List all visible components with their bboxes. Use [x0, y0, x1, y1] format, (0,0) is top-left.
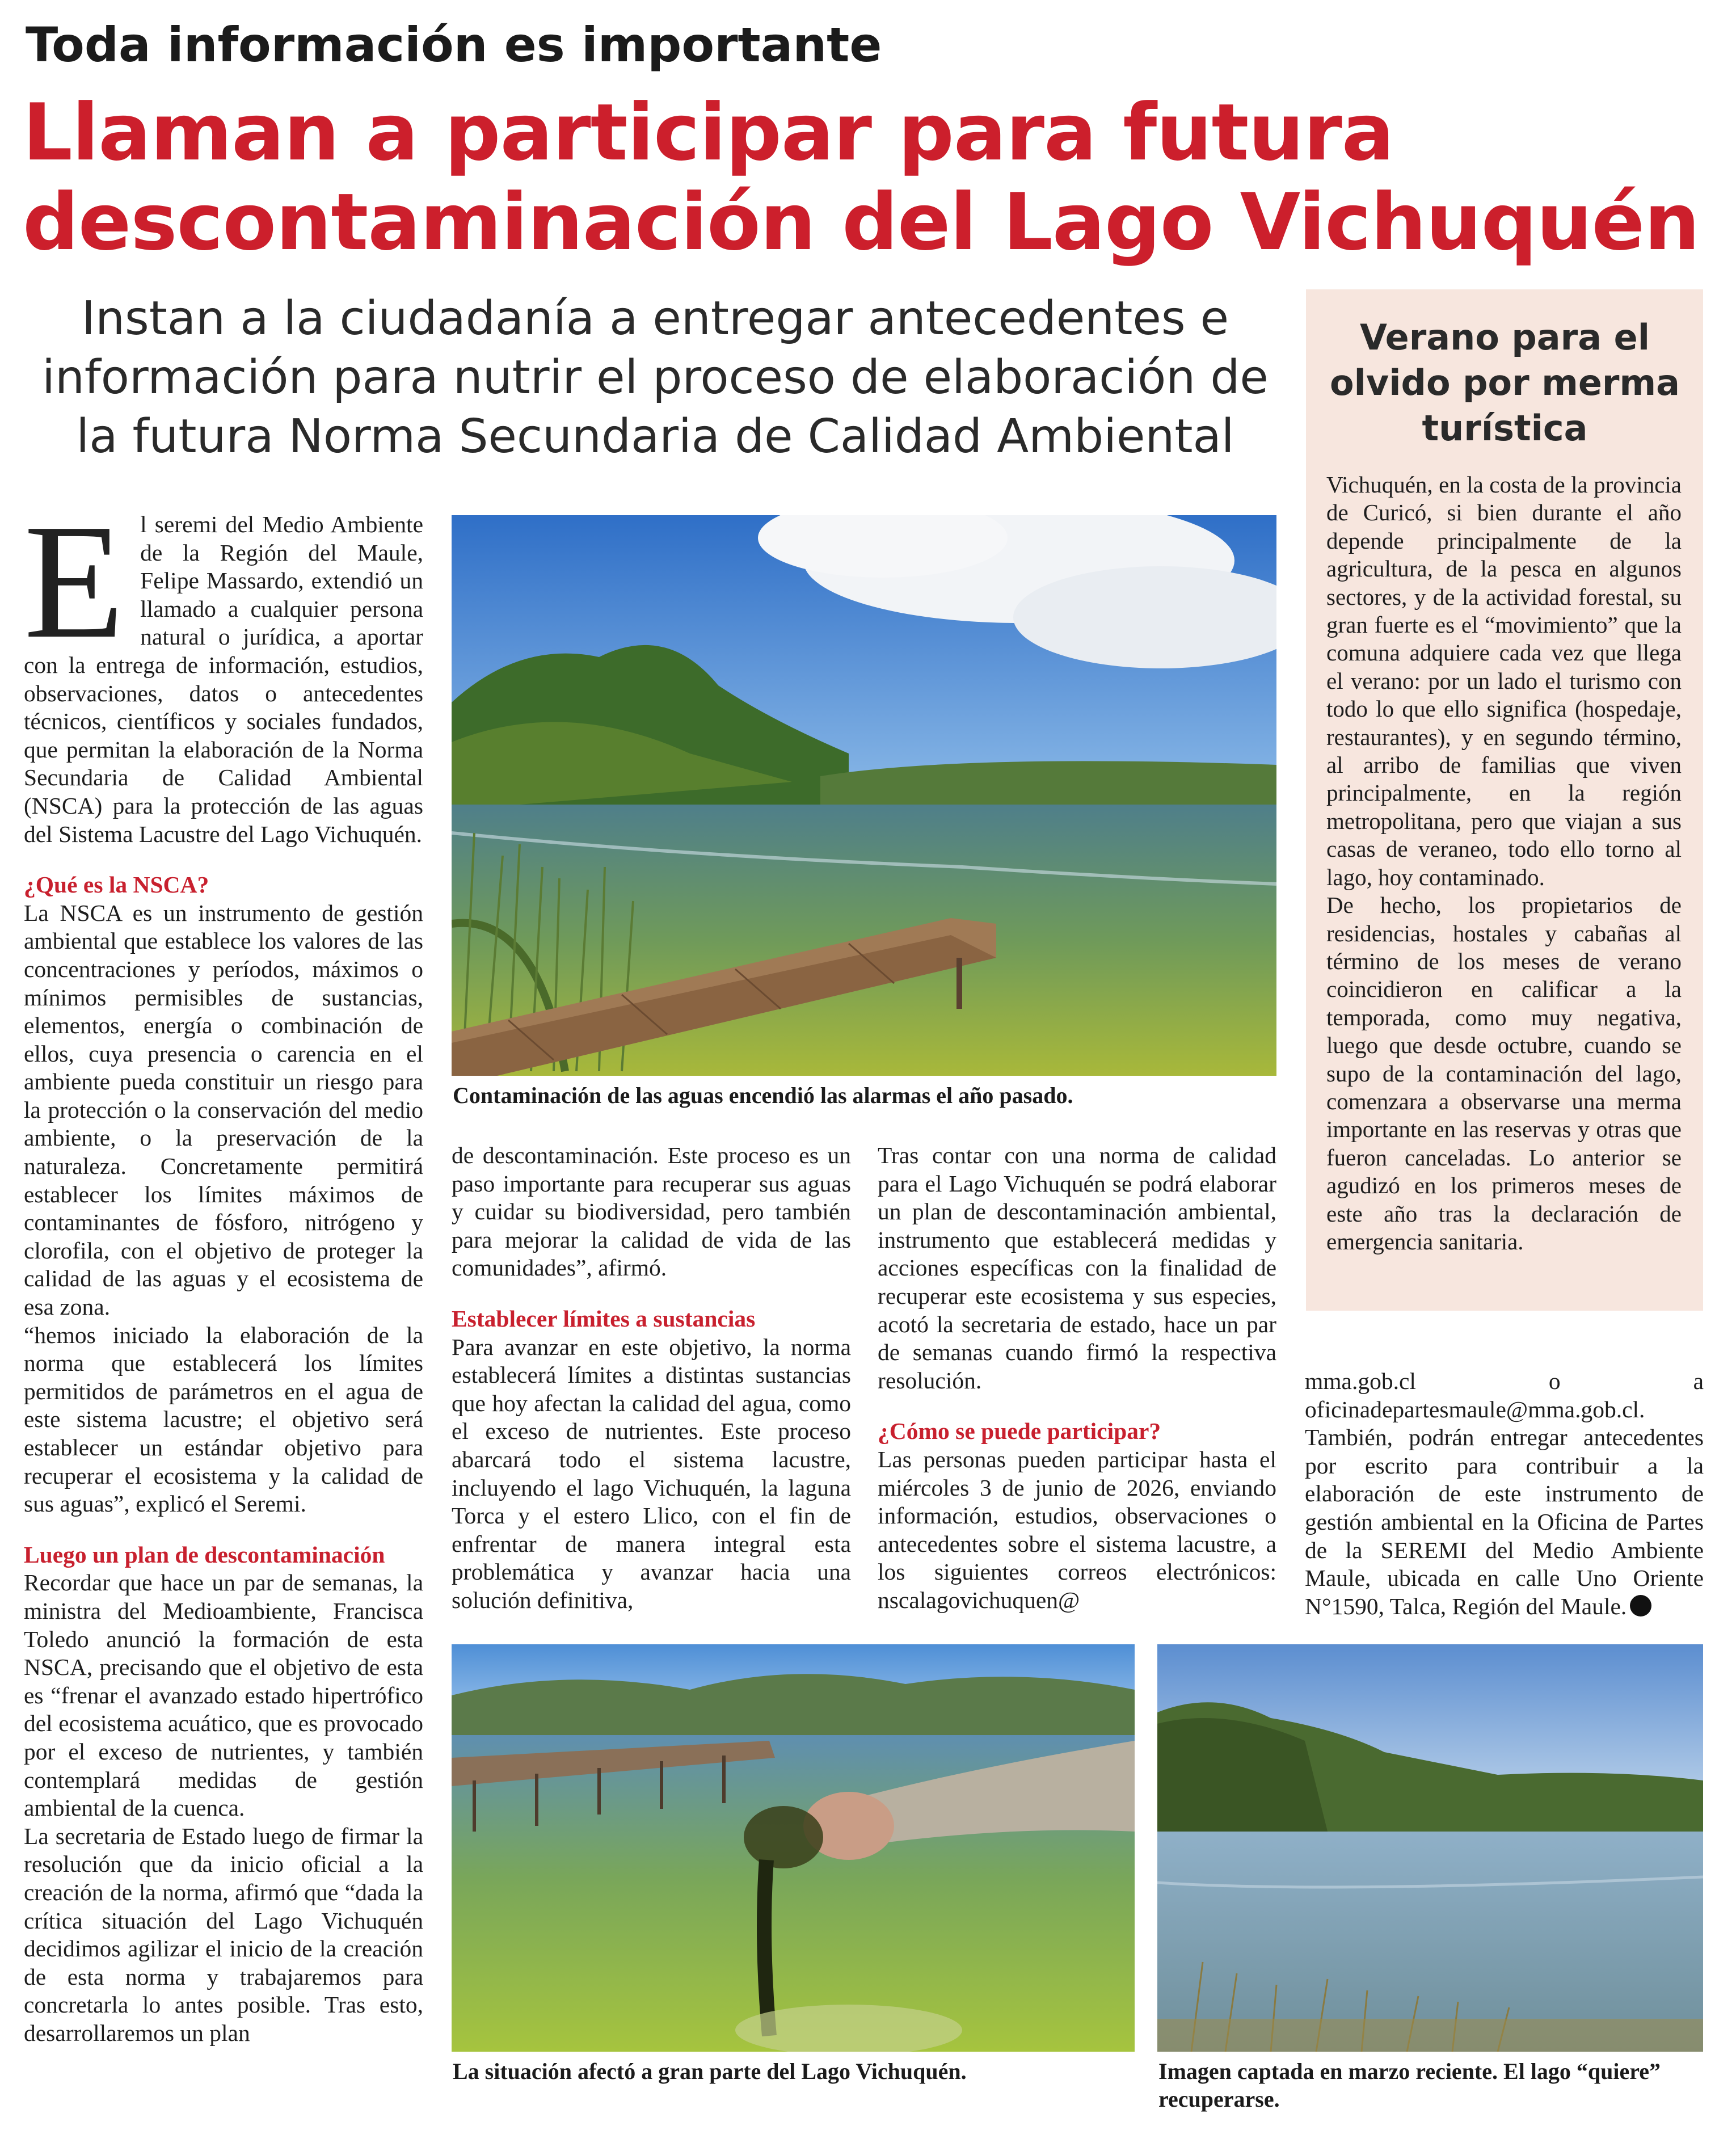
- sidebar-paragraph: De hecho, los propietarios de residencias, hostales y cabañas al término de los meses de verano coincidieron en calificar a la temporada, como muy negativa, luego que desde octubre, cuando se supo de la contaminación del lago, comenzara a observarse una merma importante en las reservas y otras que fueron canceladas. Lo anterior se agudizó en los primeros meses de este año tras la declaración de emergencia sanitaria.: [1326, 892, 1682, 1254]
- column-2: [452, 1142, 851, 1615]
- photo-lake-march: [1157, 1644, 1703, 2052]
- paragraph: mma.gob.cl o a oficinadepartesmaule@mma.gob.cl.: [1305, 1368, 1704, 1422]
- paragraph: Tras contar con una norma de calidad para el Lago Vichuquén se podrá elaborar un plan de descontaminación ambiental, instrumento que establecerá medidas y acciones específicas con la finalidad de recuperar este ecosistema y sus especies, acotó la secretaria de estado, hace un par de semanas cuando firmó la respectiva resolución.: [878, 1142, 1276, 1394]
- column-3: [878, 1142, 1276, 1615]
- paragraph: de descontaminación. Este proceso es un paso importante para recuperar sus aguas y cuidar su biodiversidad, pero también para mejorar la calidad de vida de las comunidades”, afirmó.: [452, 1142, 851, 1281]
- paragraph: Para avanzar en este objetivo, la norma establecerá límites a distintas sustancias que hoy afectan la calidad del agua, como el exceso de nutrientes. Este proceso abarcará todo el sistema lacustre, incluyendo el lago Vichuquén, la laguna Torca y el estero Llico, con el fin de enfrentar de manera integral esta problemática y avanzar hacia una solución definitiva,: [452, 1333, 851, 1613]
- sidebar-title: Verano para el olvido por merma turística: [1330, 317, 1680, 449]
- deck-line-1: Instan a la ciudadanía a entregar antecedentes e: [81, 292, 1229, 346]
- caption-photo-1: Contaminación de las aguas encendió las alarmas el año pasado.: [453, 1083, 1073, 1108]
- headline-line-2: descontaminación del Lago Vichuquén: [23, 176, 1700, 268]
- subhead-limites: Establecer límites a sustancias: [452, 1305, 756, 1332]
- end-mark-icon: [1630, 1595, 1651, 1616]
- deck: [23, 289, 1288, 466]
- caption-photo-2: La situación afectó a gran parte del Lago Vichuquén.: [453, 2058, 967, 2084]
- paragraph: “hemos iniciado la elaboración de la norma que establecerá los límites permitidos de parámetros en el agua de este sistema lacustre; el objetivo será establecer un estándar objetivo para recuperar el ecosistema y la calidad de sus aguas”, explicó el Seremi.: [24, 1321, 423, 1517]
- photo-lake-pier: [452, 515, 1276, 1076]
- paragraph: La secretaria de Estado luego de firmar la resolución que da inicio oficial a la creación de la norma, afirmó que “dada la crítica situación del Lago Vichuquén decidimos agilizar el inicio de la creación de esta norma y trabajaremos para concretarla lo antes posible. Tras esto, desarrollaremos un plan: [24, 1822, 423, 2046]
- sidebar-body: [1326, 471, 1682, 1256]
- lake-march-image: [1157, 1644, 1703, 2052]
- paragraph: [1305, 1424, 1704, 1620]
- paragraph: Las personas pueden participar hasta el miércoles 3 de junio de 2026, enviando información, estudios, observaciones o antecedentes sobre el sistema lacustre, a los siguientes correos electrónicos: nscalagovichuquen@: [878, 1446, 1276, 1613]
- subhead-nsca: ¿Qué es la NSCA?: [24, 872, 209, 898]
- closing-text: También, podrán entregar antecedentes por escrito para contribuir a la elaboración de este instrumento de gestión ambiental en la Oficina de Partes de la SEREMI del Medio Ambiente Maule, ubicada en calle Uno Oriente N°1590, Talca, Región del Maule.: [1305, 1424, 1704, 1619]
- column-1: [24, 490, 423, 2047]
- headline: [23, 88, 1725, 267]
- subhead-participar: ¿Cómo se puede participar?: [878, 1418, 1161, 1445]
- caption-photo-3: Imagen captada en marzo reciente. El lago “quiere” recuperarse.: [1158, 2058, 1661, 2112]
- headline-line-1: Llaman a participar para futura: [23, 87, 1394, 178]
- column-4: [1305, 1367, 1704, 1620]
- paragraph: Recordar que hace un par de semanas, la ministra del Medioambiente, Francisca Toledo anunció la formación de esta NSCA, precisando que el objetivo de esta es “frenar el avanzado estado hipertrófico del ecosistema acuático, que es provocado por el exceso de nutrientes, y también contemplará medidas de gestión ambiental de la cuenca.: [24, 1569, 423, 1821]
- paragraph: La NSCA es un instrumento de gestión ambiental que establece los valores de las concentraciones y períodos, máximos o mínimos permisibles de sustancias, elementos, energía o combinación de ellos, cuya presencia o carencia en el ambiente pueda constituir un riesgo para la protección o la conservación del medio ambiente, o la preservación de la naturaleza. Concretamente permitirá establecer los límites máximos de contaminantes de fósforo, nitrógeno y clorofila, con el objetivo de proteger la calidad de las aguas y el ecosistema de esa zona.: [24, 899, 423, 1320]
- lake-pier-image: [452, 515, 1276, 1076]
- subhead-plan: Luego un plan de descontaminación: [24, 1541, 385, 1568]
- lead-text: l seremi del Medio Ambiente de la Región del Maule, Felipe Massardo, extendió un llamado a cualquier persona natural o jurídica, a aportar con la entrega de información, estudios, observaciones, datos o antecedentes técnicos, científicos y sociales fundados, que permitan la elaboración de la Norma Secundaria de Calidad Ambiental (NSCA) para la protección de las aguas del Sistema Lacustre del Lago Vichuquén.: [24, 511, 423, 847]
- deck-line-3: la futura Norma Secundaria de Calidad Ambiental: [76, 410, 1234, 464]
- photo-green-water: [452, 1644, 1135, 2052]
- green-water-image: [452, 1644, 1135, 2052]
- sidebar-paragraph: Vichuquén, en la costa de la provincia de Curicó, si bien durante el año depende principalmente de la agricultura, de la pesca en algunos sectores, y de la actividad forestal, su gran fuerte es el “movimiento” que la comuna adquiere cada vez que llega el verano: por un lado el turismo con todo lo que ello significa (hospedaje, restaurantes), y en segundo término, al arribo de familias que viven principalmente, en la región metropolitana, pero que viajan a sus casas de veraneo, todo ello torno al lago, hoy contaminado.: [1326, 472, 1682, 890]
- lead-paragraph: [24, 490, 423, 848]
- kicker: Toda información es importante: [26, 17, 882, 73]
- drop-cap: E: [24, 490, 125, 672]
- deck-line-2: información para nutrir el proceso de elaboración de: [42, 351, 1269, 405]
